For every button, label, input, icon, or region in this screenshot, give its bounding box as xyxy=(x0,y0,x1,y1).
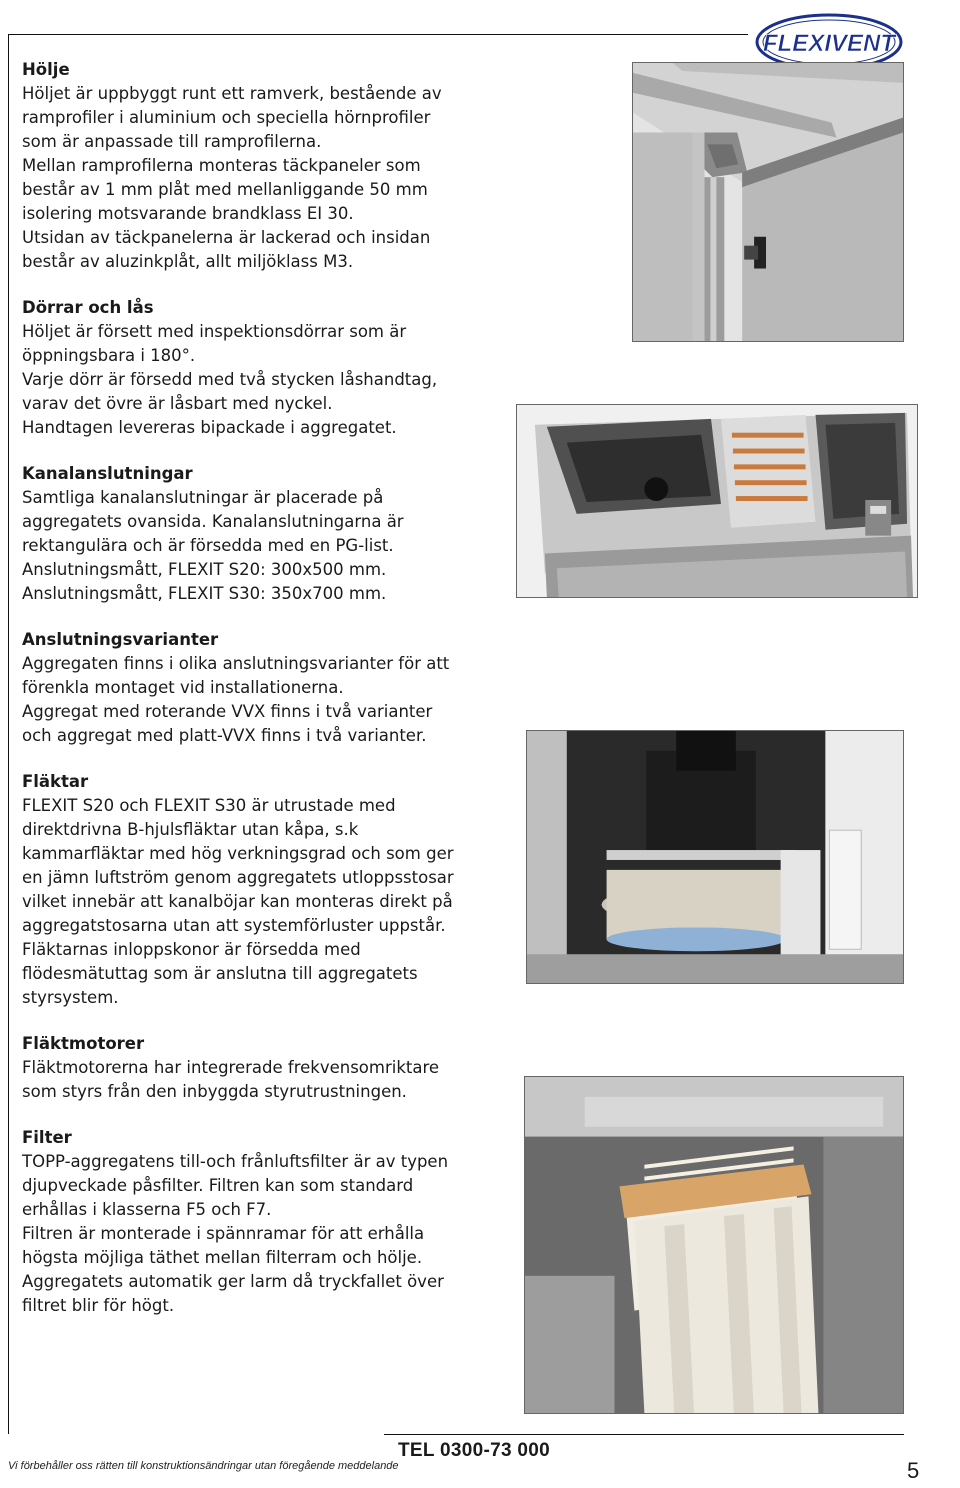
logo-text: FLEXIVENT xyxy=(762,30,896,57)
section-body: Fläktmotorerna har integrerade frekvensomriktare som styrs från den inbyggda styrutrustningen. xyxy=(22,1058,440,1101)
section-heading: Dörrar och lås xyxy=(22,298,154,317)
text-column xyxy=(22,58,492,1340)
photo-fan xyxy=(526,730,904,984)
section-heading: Fläktar xyxy=(22,772,89,791)
section-heading: Filter xyxy=(22,1128,72,1147)
section-body: FLEXIT S20 och FLEXIT S30 är utrustade med direktdrivna B-hjulsfläktar utan kåpa, s.k kammarfläktar med hög verkningsgrad och som ger en jämn luftström genom aggregatets utloppsstosar vilket innebär att kanalböjar kan monteras direkt på aggregatstosarna utan att systemförluster uppstår. Fläktarnas inloppskonor är försedda med flödesmätuttag som är anslutna till aggregatets styrsystem. xyxy=(22,796,454,1007)
section-heading: Kanalanslutningar xyxy=(22,464,193,483)
section-anslutningsvarianter xyxy=(22,628,492,748)
section-flaktmotorer xyxy=(22,1032,492,1104)
section-body: Aggregaten finns i olika anslutningsvarianter för att förenkla montaget vid installationerna. Aggregat med roterande VVX finns i två varianter och aggregat med platt-VVX finns i två varianter. xyxy=(22,654,450,745)
photo-corner-profile xyxy=(632,62,904,342)
footer-phone: TEL 0300-73 000 xyxy=(398,1440,551,1461)
section-heading: Hölje xyxy=(22,60,70,79)
section-body: Höljet är försett med inspektionsdörrar som är öppningsbara i 180°. Varje dörr är försedd med två stycken låshandtag, varav det övre är låsbart med nyckel. Handtagen levereras bipackade i aggregatet. xyxy=(22,322,438,437)
section-heading: Anslutningsvarianter xyxy=(22,630,219,649)
photo-bag-filter xyxy=(524,1076,904,1414)
section-heading: Fläktmotorer xyxy=(22,1034,145,1053)
section-flaktar xyxy=(22,770,492,1010)
top-rule xyxy=(8,34,748,35)
page-number: 5 xyxy=(907,1458,920,1483)
footer-rule xyxy=(384,1434,904,1435)
section-body: Samtliga kanalanslutningar är placerade på aggregatets ovansida. Kanalanslutningarna är rektangulära och är försedda med en PG-list. Anslutningsmått, FLEXIT S20: 300x500 mm. Anslutningsmått, FLEXIT S30: 350x700 mm. xyxy=(22,488,404,603)
section-kanalanslutningar xyxy=(22,462,492,606)
section-dorrar xyxy=(22,296,492,440)
section-holje xyxy=(22,58,492,274)
section-filter xyxy=(22,1126,492,1318)
section-body: Höljet är uppbyggt runt ett ramverk, bestående av ramprofiler i aluminium och speciella hörnprofiler som är anpassade till ramprofilerna. Mellan ramprofilerna monteras täckpaneler som består av 1 mm plåt med mellanliggande 50 mm isolering motsvarande brandklass EI 30. Utsidan av täckpanelerna är lackerad och insidan består av aluzinkplåt, allt miljöklass M3. xyxy=(22,84,442,271)
left-rule xyxy=(8,34,9,1434)
footer-disclaimer: Vi förbehåller oss rätten till konstruktionsändringar utan föregående meddelande xyxy=(8,1460,399,1472)
section-body: TOPP-aggregatens till-och frånluftsfilter är av typen djupveckade påsfilter. Filtren kan som standard erhållas i klasserna F5 och F7. Filtren är monterade i spännramar för att erhålla högsta möjliga täthet mellan filterram och hölje. Aggregatets automatik ger larm då tryckfallet över filtret blir för högt. xyxy=(22,1152,449,1315)
photo-unit-top-view xyxy=(516,404,918,598)
